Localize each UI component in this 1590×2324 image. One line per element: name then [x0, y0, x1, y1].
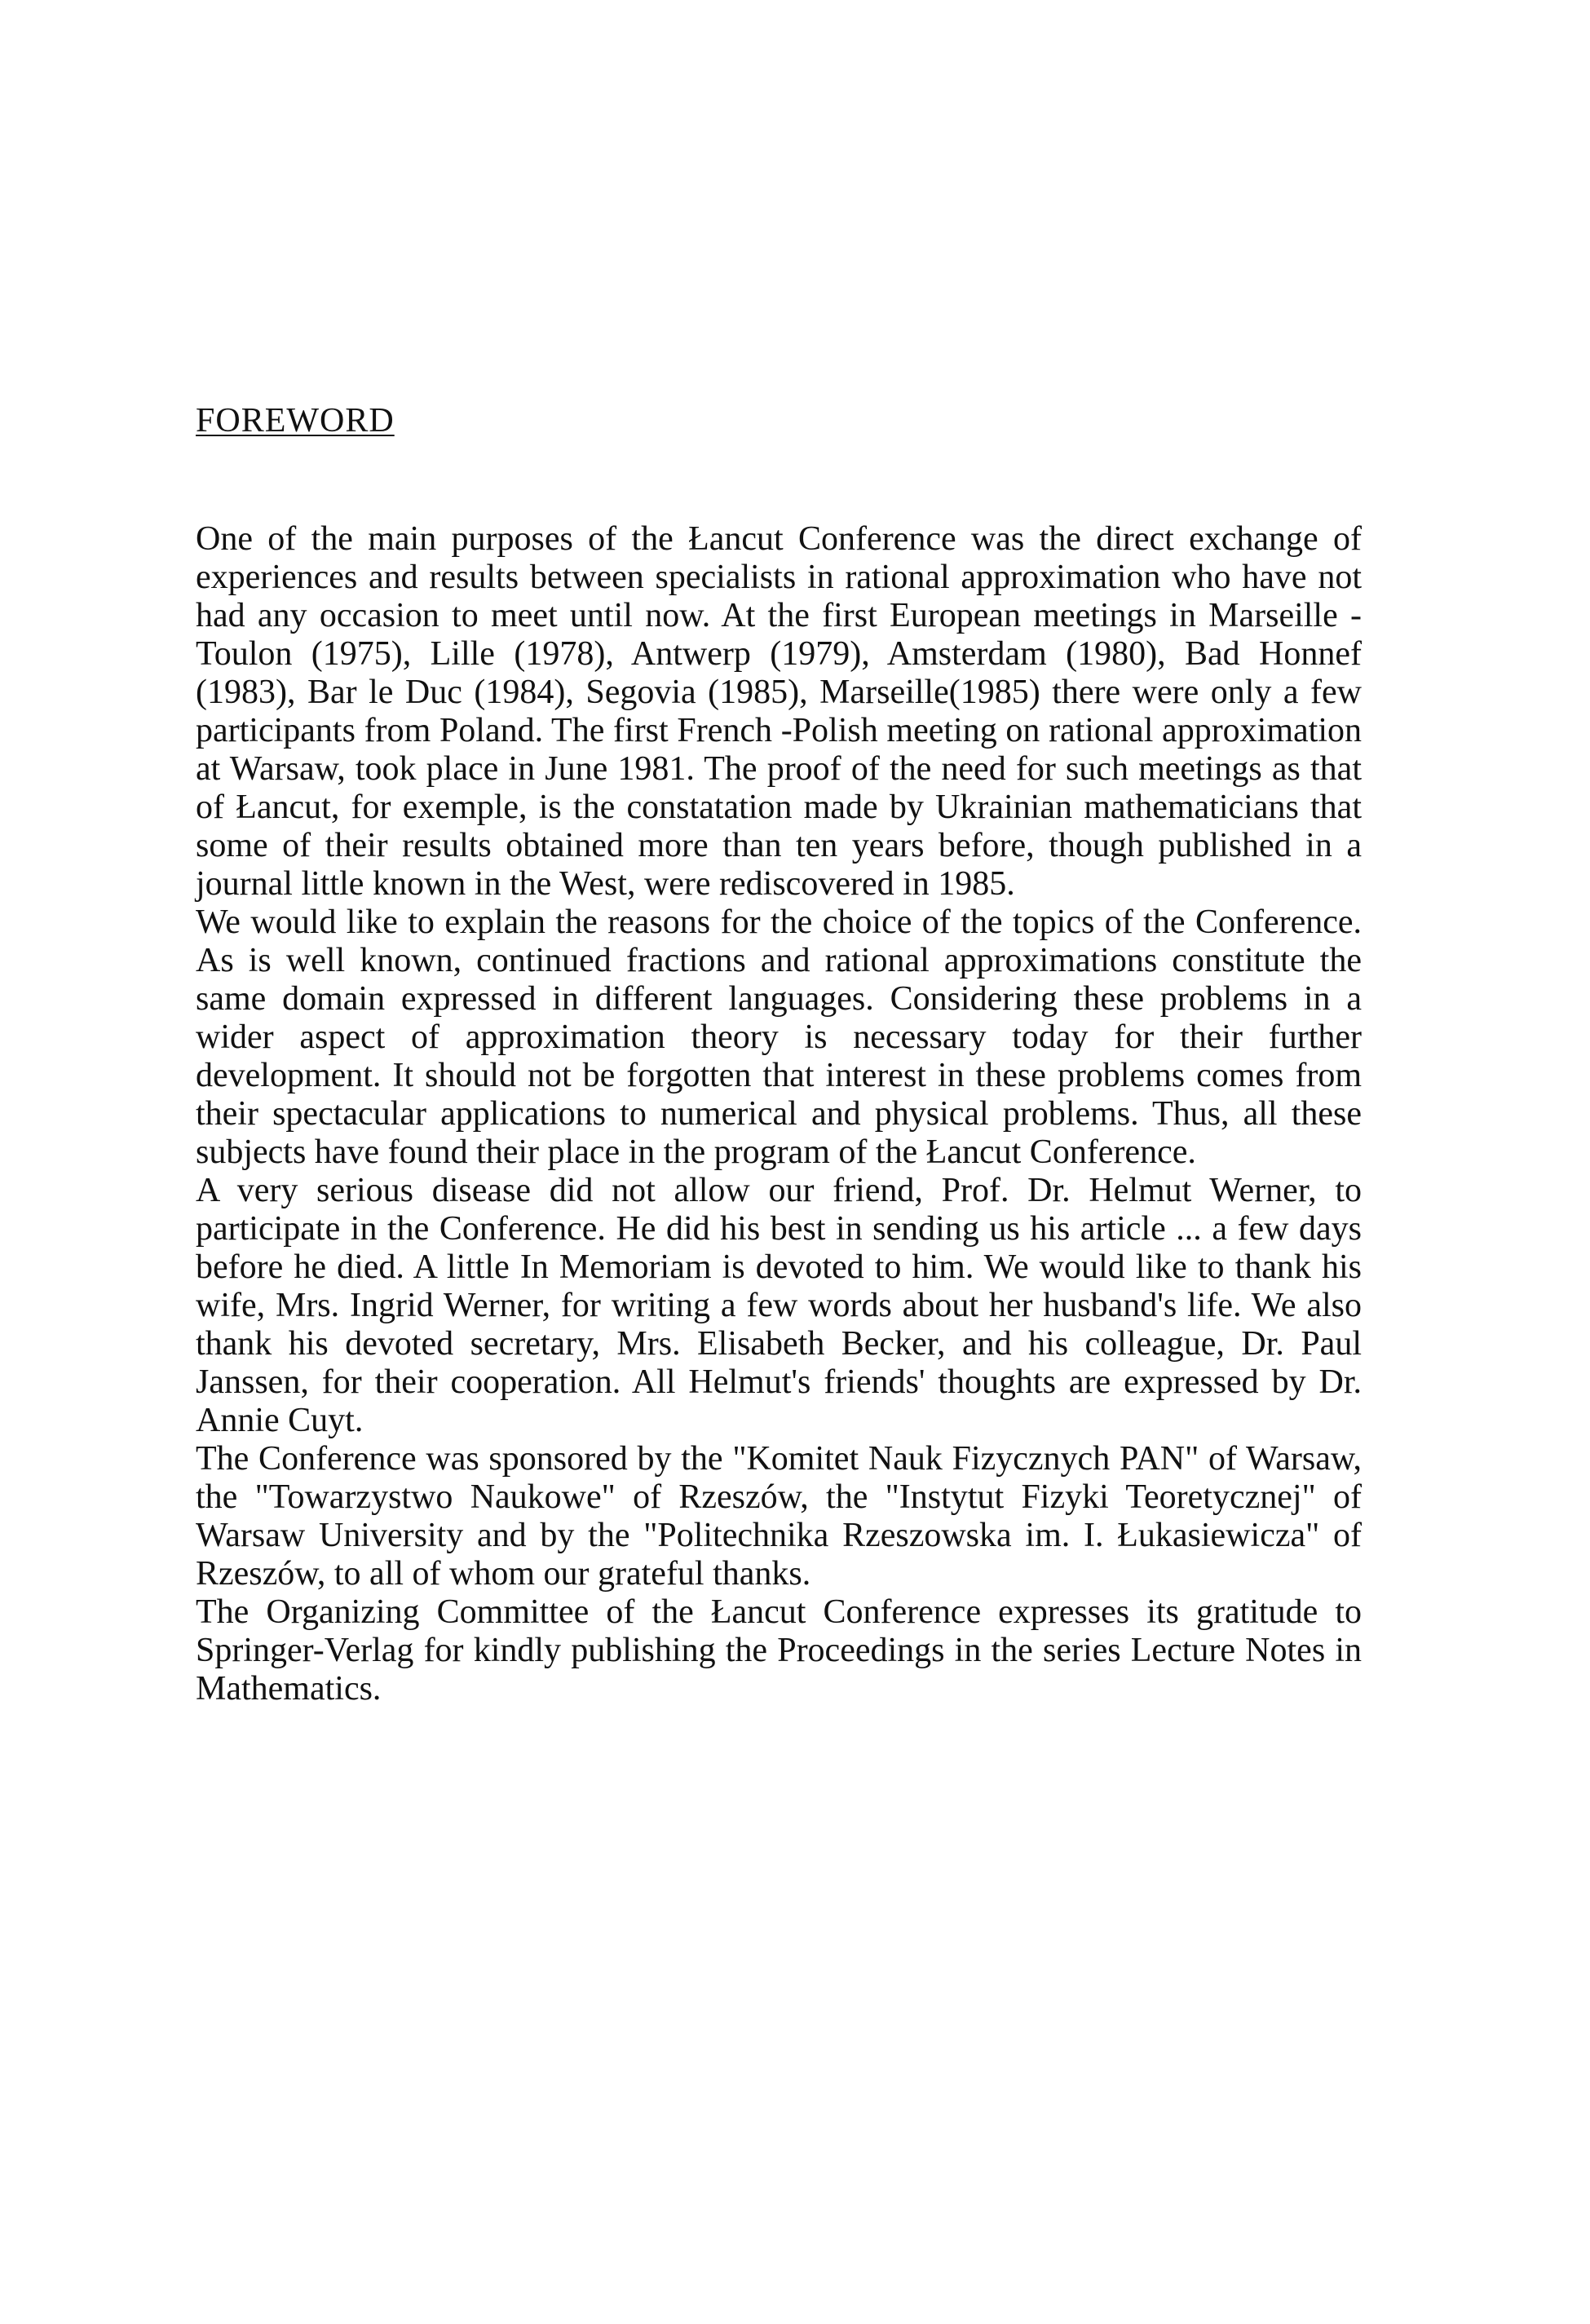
paragraph-acknowledgement: The Organizing Committee of the Łancut Conference expresses its gratitude to Springer-Verlag for kindly publishing the Proceedings in the series Lecture Notes in Mathematics. [196, 1593, 1362, 1708]
paragraph-in-memoriam: A very serious disease did not allow our friend, Prof. Dr. Helmut Werner, to participate in the Conference. He did his best in sending us his article ... a few days before he died. A little In Memoriam is devoted to him. We would like to thank his wife, Mrs. Ingrid Werner, for writing a few words about her husband's life. We also thank his devoted secretary, Mrs. Elisabeth Becker, and his colleague, Dr. Paul Janssen, for their cooperation. All Helmut's friends' thoughts are expressed by Dr. Annie Cuyt. [196, 1172, 1362, 1439]
paragraph-purpose: One of the main purposes of the Łancut Conference was the direct exchange of experiences and results between specialists in rational approximation who have not had any occasion to meet until now. At the first European meetings in Marseille -Toulon (1975), Lille (1978), Antwerp (1979), Amsterdam (1980), Bad Honnef (1983), Bar le Duc (1984), Segovia (1985), Marseille(1985) there were only a few participants from Poland. The first French -Polish meeting on rational approximation at Warsaw, took place in June 1981. The proof of the need for such meetings as that of Łancut, for exemple, is the constatation made by Ukrainian mathematicians that some of their results obtained more than ten years before, though published in a journal little known in the West, were rediscovered in 1985. [196, 520, 1362, 903]
paragraph-sponsors: The Conference was sponsored by the "Komitet Nauk Fizycznych PAN" of Warsaw, the "Towarzystwo Naukowe" of Rzeszów, the "Instytut Fizyki Teoretycznej" of Warsaw University and by the "Politechnika Rzeszowska im. I. Łukasiewicza" of Rzeszów, to all of whom our grateful thanks. [196, 1440, 1362, 1593]
paragraph-topics: We would like to explain the reasons for the choice of the topics of the Conference. As is well known, continued fractions and rational approximations constitute the same domain expressed in different languages. Considering these problems in a wider aspect of approximation theory is necessary today for their further development. It should not be forgotten that interest in these problems comes from their spectacular applications to numerical and physical problems. Thus, all these subjects have found their place in the program of the Łancut Conference. [196, 904, 1362, 1171]
foreword-body [196, 520, 1362, 1708]
page-title: FOREWORD [196, 402, 395, 440]
